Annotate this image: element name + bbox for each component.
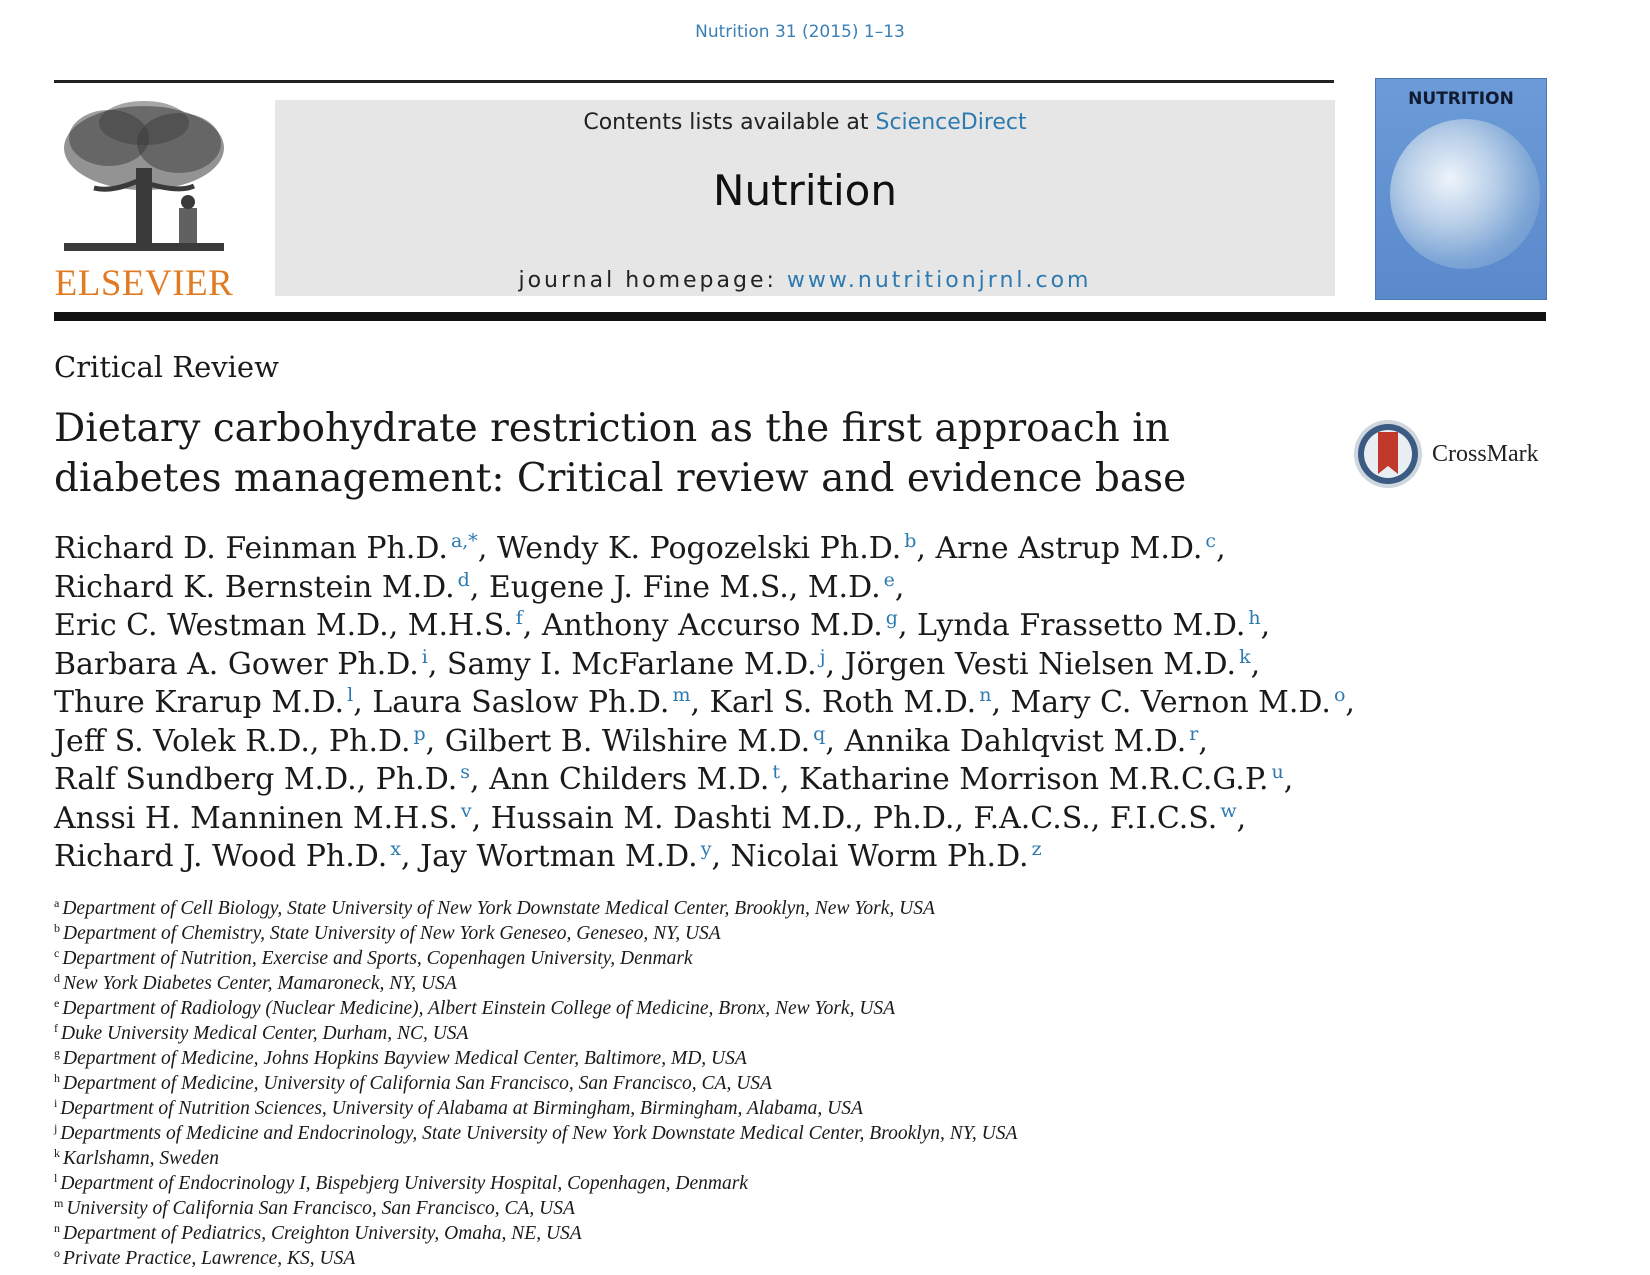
author-line: Barbara A. Gower Ph.D. $^i$, Samy I. McFarlane M.D. $^j$, Jörgen Vesti Nielsen M.D. $^k$, [54,645,1261,682]
affiliation-ref-link[interactable]: a,* [450,530,478,552]
author-name: Thure Krarup M.D. [54,685,345,720]
affiliation-key: f [54,1021,58,1035]
affiliation-ref-link[interactable]: s [460,761,471,783]
author-line: Richard K. Bernstein M.D. $^d$, Eugene J. Fine M.S., M.D. $^e$, [54,568,905,605]
affiliation-item [54,1121,1254,1146]
author-name: Lynda Frassetto M.D. [917,608,1246,643]
affiliation-ref-link[interactable]: v [460,799,472,822]
affiliation-text: Department of Chemistry, State University of New York Geneseo, Geneseo, NY, USA [63,923,721,944]
author-line: Richard D. Feinman Ph.D. $^{a,*}$, Wendy K. Pogozelski Ph.D. $^b$, Arne Astrup M.D. $^c$, [54,530,1226,566]
affiliation-item [54,1046,1254,1071]
affiliation-item [54,971,1254,996]
contents-prefix: Contents lists available at [583,110,876,135]
affiliation-ref-link[interactable]: n [979,684,992,706]
affiliation-key: d [54,971,60,985]
affiliation-ref-link[interactable]: b [904,530,917,552]
journal-homepage-link[interactable]: www.nutritionjrnl.com [786,268,1092,293]
journal-masthead [275,100,1335,296]
affiliation-list [54,896,1254,1269]
author-name: Katharine Morrison M.R.C.G.P. [799,762,1269,797]
crossmark-icon [1352,418,1424,490]
contents-line [275,110,1335,135]
author-line: Eric C. Westman M.D., M.H.S. $^f$, Anthony Accurso M.D. $^g$, Lynda Frassetto M.D. $^h$, [54,607,1271,643]
author-name: Jay Wortman M.D. [420,839,698,874]
author-name: Ralf Sundberg M.D., Ph.D. [54,762,458,797]
author-name: Richard K. Bernstein M.D. [54,569,455,605]
homepage-prefix: journal homepage: [518,268,787,293]
author-name: Jörgen Vesti Nielsen M.D. [844,646,1237,682]
author-name: Richard D. Feinman Ph.D. [54,531,448,566]
affiliation-item [54,1171,1254,1196]
globe-icon [1390,119,1540,269]
affiliation-ref-link[interactable]: y [700,838,712,860]
affiliation-item [54,946,1254,971]
author-name: Karl S. Roth M.D. [709,685,977,720]
affiliation-ref-link[interactable]: u [1271,761,1284,783]
affiliation-item [54,1146,1254,1171]
author-name: Jeff S. Volek R.D., Ph.D. [54,723,411,759]
author-name: Mary C. Vernon M.D. [1010,685,1331,720]
running-head[interactable]: Nutrition 31 (2015) 1–13 [695,22,905,42]
author-name: Anthony Accurso M.D. [541,608,883,643]
affiliation-ref-link[interactable]: c [1205,530,1217,552]
author-line: Richard J. Wood Ph.D. $^x$, Jay Wortman M.D. $^y$, Nicolai Worm Ph.D. $^z$ [54,838,1042,874]
affiliation-ref-link[interactable]: q [813,722,826,745]
affiliation-ref-link[interactable]: h [1248,607,1261,629]
author-line: Thure Krarup M.D. $^l$, Laura Saslow Ph.D. $^m$, Karl S. Roth M.D. $^n$, Mary C. Vernon M.D. $^o$, [54,684,1355,720]
article-title: Dietary carbohydrate restriction as the first approach in diabetes management: Critical review and evidence base [54,406,1187,501]
affiliation-item [54,1021,1254,1046]
author-name: Richard J. Wood Ph.D. [54,839,388,874]
author-name: Ann Childers M.D. [489,762,770,797]
author-name: Samy I. McFarlane M.D. [446,646,817,682]
affiliation-text: Karlshamn, Sweden [63,1148,219,1169]
header-bottom-rule [54,312,1546,321]
affiliation-item [54,921,1254,946]
affiliation-key: l [54,1171,58,1185]
author-name: Laura Saslow Ph.D. [372,685,670,720]
author-name: Anssi H. Manninen M.H.S. [54,800,458,836]
affiliation-key: a [54,896,60,910]
affiliation-ref-link[interactable]: d [457,568,470,591]
affiliation-key: o [54,1246,60,1260]
journal-cover[interactable] [1375,78,1547,300]
affiliation-text: University of California San Francisco, San Francisco, CA, USA [66,1198,575,1219]
affiliation-text: Department of Nutrition Sciences, University of Alabama at Birmingham, Birmingham, Alabama, USA [60,1098,863,1119]
affiliation-key: h [54,1071,60,1085]
author-name: Eugene J. Fine M.S., M.D. [488,569,881,605]
affiliation-ref-link[interactable]: w [1220,799,1237,822]
affiliation-text: Department of Endocrinology I, Bispebjerg University Hospital, Copenhagen, Denmark [60,1173,748,1194]
tree-icon [54,98,234,268]
crossmark-button[interactable] [1352,418,1539,490]
affiliation-ref-link[interactable]: g [885,607,898,629]
affiliation-key: i [54,1096,58,1110]
author-line: Ralf Sundberg M.D., Ph.D. $^s$, Ann Childers M.D. $^t$, Katharine Morrison M.R.C.G.P. $^u$, [54,761,1294,797]
affiliation-key: c [54,946,60,960]
author-line: Anssi H. Manninen M.H.S. $^v$, Hussain M. Dashti M.D., Ph.D., F.A.C.S., F.I.C.S. $^w$, [54,799,1247,836]
affiliation-ref-link[interactable]: r [1189,722,1199,745]
article-type: Critical Review [54,350,279,384]
affiliation-text: Department of Nutrition, Exercise and Sports, Copenhagen University, Denmark [62,948,693,969]
author-name: Wendy K. Pogozelski Ph.D. [496,531,902,566]
affiliation-text: Department of Medicine, Johns Hopkins Bayview Medical Center, Baltimore, MD, USA [63,1048,747,1069]
affiliation-ref-link[interactable]: z [1031,838,1042,860]
affiliation-item [54,1221,1254,1246]
affiliation-item [54,1096,1254,1121]
author-name: Gilbert B. Wilshire M.D. [444,723,811,759]
affiliation-text: Department of Cell Biology, State University of New York Downstate Medical Center, Brooklyn, New York, USA [62,898,935,919]
affiliation-text: Department of Pediatrics, Creighton University, Omaha, NE, USA [63,1223,582,1244]
affiliation-item [54,896,1254,921]
affiliation-key: g [54,1046,60,1060]
elsevier-wordmark: ELSEVIER [54,263,234,304]
affiliation-text: Department of Medicine, University of California San Francisco, San Francisco, CA, USA [63,1073,772,1094]
affiliation-text: Departments of Medicine and Endocrinology, State University of New York Downstate Medical Center, Brooklyn, NY, USA [60,1123,1018,1144]
affiliation-ref-link[interactable]: m [672,684,691,706]
affiliation-item [54,996,1254,1021]
journal-title: Nutrition [713,166,897,215]
affiliation-ref-link[interactable]: l [347,684,354,706]
cover-title: NUTRITION [1408,89,1514,109]
author-name: Annika Dahlqvist M.D. [844,723,1187,759]
author-line: Jeff S. Volek R.D., Ph.D. $^p$, Gilbert B. Wilshire M.D. $^q$, Annika Dahlqvist M.D. $^r$, [54,722,1208,759]
affiliation-key: n [54,1221,60,1235]
affiliation-ref-link[interactable]: e [883,568,895,591]
author-name: Nicolai Worm Ph.D. [730,839,1029,874]
affiliation-key: m [54,1196,64,1210]
affiliation-text: Duke University Medical Center, Durham, NC, USA [61,1023,469,1044]
sciencedirect-link[interactable]: ScienceDirect [875,110,1027,135]
affiliation-ref-link[interactable]: p [413,722,426,745]
affiliation-key: k [54,1146,60,1160]
affiliation-text: New York Diabetes Center, Mamaroneck, NY, USA [63,973,457,994]
homepage-line [275,268,1335,293]
author-list [54,530,1355,877]
author-name: Hussain M. Dashti M.D., Ph.D., F.A.C.S., F.I.C.S. [490,800,1218,836]
affiliation-text: Department of Radiology (Nuclear Medicine), Albert Einstein College of Medicine, Bronx, New York, USA [62,998,896,1019]
crossmark-label: CrossMark [1432,440,1539,467]
author-name: Barbara A. Gower Ph.D. [54,646,419,682]
affiliation-ref-link[interactable]: j [819,645,826,668]
affiliation-item [54,1071,1254,1096]
affiliation-key: j [54,1121,58,1135]
affiliation-ref-link[interactable]: i [421,645,428,668]
affiliation-text: Private Practice, Lawrence, KS, USA [63,1248,356,1269]
author-name: Arne Astrup M.D. [935,531,1203,566]
affiliation-key: e [54,996,60,1010]
affiliation-item [54,1246,1254,1269]
affiliation-key: b [54,921,60,935]
affiliation-ref-link[interactable]: x [390,838,401,860]
header-top-rule [54,80,1334,83]
author-name: Eric C. Westman M.D., M.H.S. [54,608,513,643]
affiliation-ref-link[interactable]: t [772,761,781,783]
affiliation-ref-link[interactable]: f [515,607,523,629]
affiliation-ref-link[interactable]: o [1333,684,1346,706]
affiliation-item [54,1196,1254,1221]
affiliation-ref-link[interactable]: k [1239,645,1251,668]
